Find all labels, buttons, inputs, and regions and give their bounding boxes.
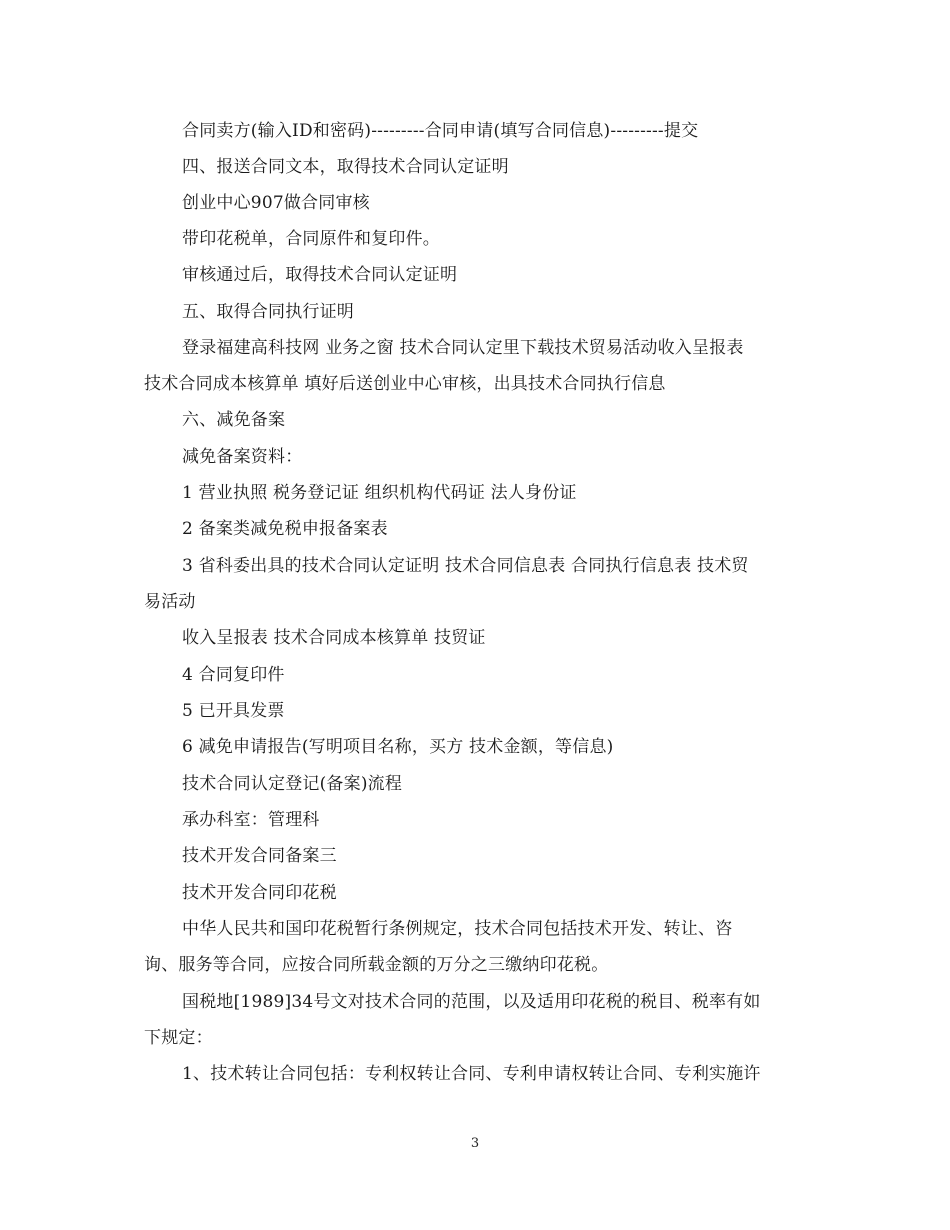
- text-line: 国税地[1989]34号文对技术合同的范围，以及适用印花税的税目、税率有如: [182, 992, 761, 1012]
- list-item: 1 营业执照 税务登记证 组织机构代码证 法人身份证: [182, 483, 577, 503]
- text-line: 带印花税单，合同原件和复印件。: [182, 229, 440, 249]
- text-line: 中华人民共和国印花税暂行条例规定，技术合同包括技术开发、转让、咨: [182, 919, 733, 939]
- text-line: 易活动: [144, 592, 196, 612]
- text-line: 收入呈报表 技术合同成本核算单 技贸证: [182, 628, 486, 648]
- list-item: 3 省科委出具的技术合同认定证明 技术合同信息表 合同执行信息表 技术贸: [182, 556, 749, 576]
- list-item: 4 合同复印件: [182, 665, 285, 685]
- text-line: 合同卖方(输入ID和密码)---------合同申请(填写合同信息)---------提交: [182, 121, 699, 141]
- list-item: 2 备案类减免税申报备案表: [182, 519, 388, 539]
- list-item: 5 已开具发票: [182, 701, 285, 721]
- text-line: 技术合同认定登记(备案)流程: [182, 774, 403, 794]
- text-line: 询、服务等合同，应按合同所载金额的万分之三缴纳印花税。: [144, 955, 609, 975]
- text-line: 技术开发合同备案三: [182, 846, 337, 866]
- section-heading: 五、取得合同执行证明: [182, 302, 354, 322]
- text-line: 1、技术转让合同包括：专利权转让合同、专利申请权转让合同、专利实施许: [182, 1064, 761, 1084]
- text-line: 登录福建高科技网 业务之窗 技术合同认定里下载技术贸易活动收入呈报表: [182, 338, 744, 358]
- text-line: 技术合同成本核算单 填好后送创业中心审核，出具技术合同执行信息: [144, 374, 666, 394]
- page-number: 3: [470, 1136, 480, 1151]
- text-line: 承办科室：管理科: [182, 810, 320, 830]
- text-line: 减免备案资料：: [182, 447, 303, 467]
- text-line: 技术开发合同印花税: [182, 883, 337, 903]
- text-line: 创业中心907做合同审核: [182, 193, 370, 213]
- list-item: 6 减免申请报告(写明项目名称，买方 技术金额，等信息): [182, 737, 614, 757]
- text-line: 审核通过后，取得技术合同认定证明: [182, 265, 458, 285]
- section-heading: 四、报送合同文本，取得技术合同认定证明: [182, 157, 509, 177]
- section-heading: 六、减免备案: [182, 410, 286, 430]
- text-line: 下规定：: [144, 1028, 213, 1048]
